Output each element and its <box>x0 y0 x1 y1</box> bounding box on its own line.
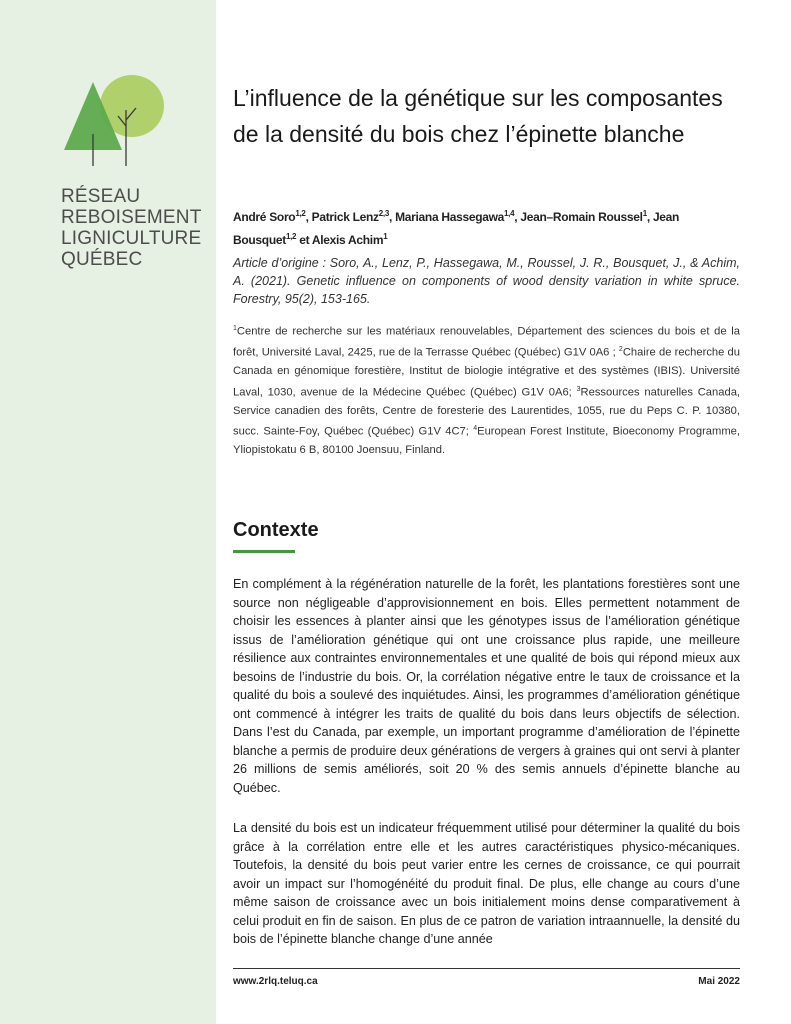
organization-name <box>61 186 202 270</box>
author-name: Jean Bousquet <box>233 210 680 247</box>
author-name: Jean–Romain Roussel <box>520 210 643 224</box>
author-affiliation-number: 2,3 <box>378 209 389 218</box>
paragraph: En complément à la régénération naturelle de la forêt, les plantations forestières sont une source non négligeable d’approvisionnement en bois. Elles permettent notamment de choisir les essences à planter ainsi que les génotypes issus de l’amélioration génétique issus de l’amélioration génétique qui ont une croissance plus rapide, une meilleure résilience aux contraintes environnementales et une qualité de bois qui répond mieux aux besoins de l’industrie du bois. Or, la corrélation négative entre le taux de croissance et la qualité du bois a soulevé des inquiétudes. Ainsi, les programmes d’amélioration génétique ont commencé à intégrer les traits de qualité du bois dans leurs objectifs de sélection. Dans l’est du Canada, par exemple, un important programme d’amélioration de l’épinette blanche a permis de produire deux générations de vergers à graines qui ont servi à planter 26 millions de semis améliorés, soit 20 % des semis annuels d’épinette blanche au Québec. <box>233 577 740 795</box>
affiliation-number: 3 <box>576 385 581 393</box>
org-line: REBOISEMENT <box>61 207 202 228</box>
affiliations <box>233 320 740 460</box>
author-affiliation-number: 1 <box>383 232 388 241</box>
author-name: Alexis Achim <box>311 233 384 247</box>
author-affiliation-number: 1,2 <box>285 232 297 241</box>
article-title: L’influence de la génétique sur les composantes de la densité du bois chez l’épinette blanche <box>233 85 723 147</box>
footer-divider <box>233 968 740 969</box>
affiliation-number: 1 <box>233 325 237 332</box>
author-affiliation-number: 1,4 <box>504 209 515 218</box>
author-list: André Soro$^{1,2}$, Patrick Lenz$^{2,3}$, Mariana Hassegawa$^{1,4}$, Jean–Romain Roussel$^1$, Jean Bousquet$^{1,2}$ et Alexis Achim$^1$ <box>233 209 680 247</box>
org-line: RÉSEAU <box>61 186 141 207</box>
affiliation-text: Ressources naturelles Canada, Service canadien des forêts, Centre de foresterie des Laurentides, 1055, rue du Peps C. P. 10380, succ. Sainte-Foy, Québec (Québec) G1V 4C7; <box>233 386 741 438</box>
author-name: Patrick Lenz <box>311 210 379 224</box>
sidebar <box>0 0 216 1024</box>
author-name: André Soro <box>233 210 296 224</box>
affiliation-text: European Forest Institute, Bioeconomy Programme, Yliopistokatu 6 B, 80100 Joensuu, Finland. <box>233 425 740 457</box>
section-title: Contexte <box>233 519 319 541</box>
section-underline <box>233 550 295 553</box>
footer-date: Mai 2022 <box>698 976 740 987</box>
affiliation-text: Centre de recherche sur les matériaux renouvelables, Département des sciences du bois et de la forêt, Université Laval, 2425, rue de la Terrasse Québec (Québec) G1V 0A6 ; <box>233 325 740 359</box>
affiliation-number: 4 <box>473 425 478 433</box>
trees-logo-icon <box>60 74 170 170</box>
author-affiliation-number: 1 <box>642 209 647 218</box>
citation: Article d’origine : Soro, A., Lenz, P., Hassegawa, M., Roussel, J. R., Bousquet, J., & Achim, A. (2021). Genetic influence on components of wood density variation in white spruce. Forestry, 95(2), 153-165. <box>233 256 740 306</box>
affiliation-text: Chaire de recherche du Canada en génomique forestière, Institut de biologie intégrative et des systèmes (IBIS). Université Laval, 1030, avenue de la Médecine Québec (Québec) G1V 0A6; <box>233 346 740 399</box>
affiliation-number: 2 <box>618 346 623 354</box>
footer-website-link[interactable]: www.2rlq.teluq.ca <box>233 976 318 987</box>
author-affiliation-number: 1,2 <box>295 209 306 218</box>
paragraph: La densité du bois est un indicateur fréquemment utilisé pour déterminer la qualité du bois grâce à la corrélation entre elle et les autres caractéristiques physico-mécaniques. Toutefois, la densité du bois peut varier entre les cernes de croissance, ce qui pourrait avoir un impact sur l’homogénéité du produit final. De plus, elle change au cours d’une même saison de croissance avec un bois initialement moins dense comparativement à celui produit en fin de saison. En plus de ce patron de variation intraannuelle, la densité du bois de l’épinette blanche change d’une année <box>233 821 740 946</box>
author-name: Mariana Hassegawa <box>395 210 505 224</box>
org-line: QUÉBEC <box>61 249 143 270</box>
org-line: LIGNICULTURE <box>61 228 202 249</box>
